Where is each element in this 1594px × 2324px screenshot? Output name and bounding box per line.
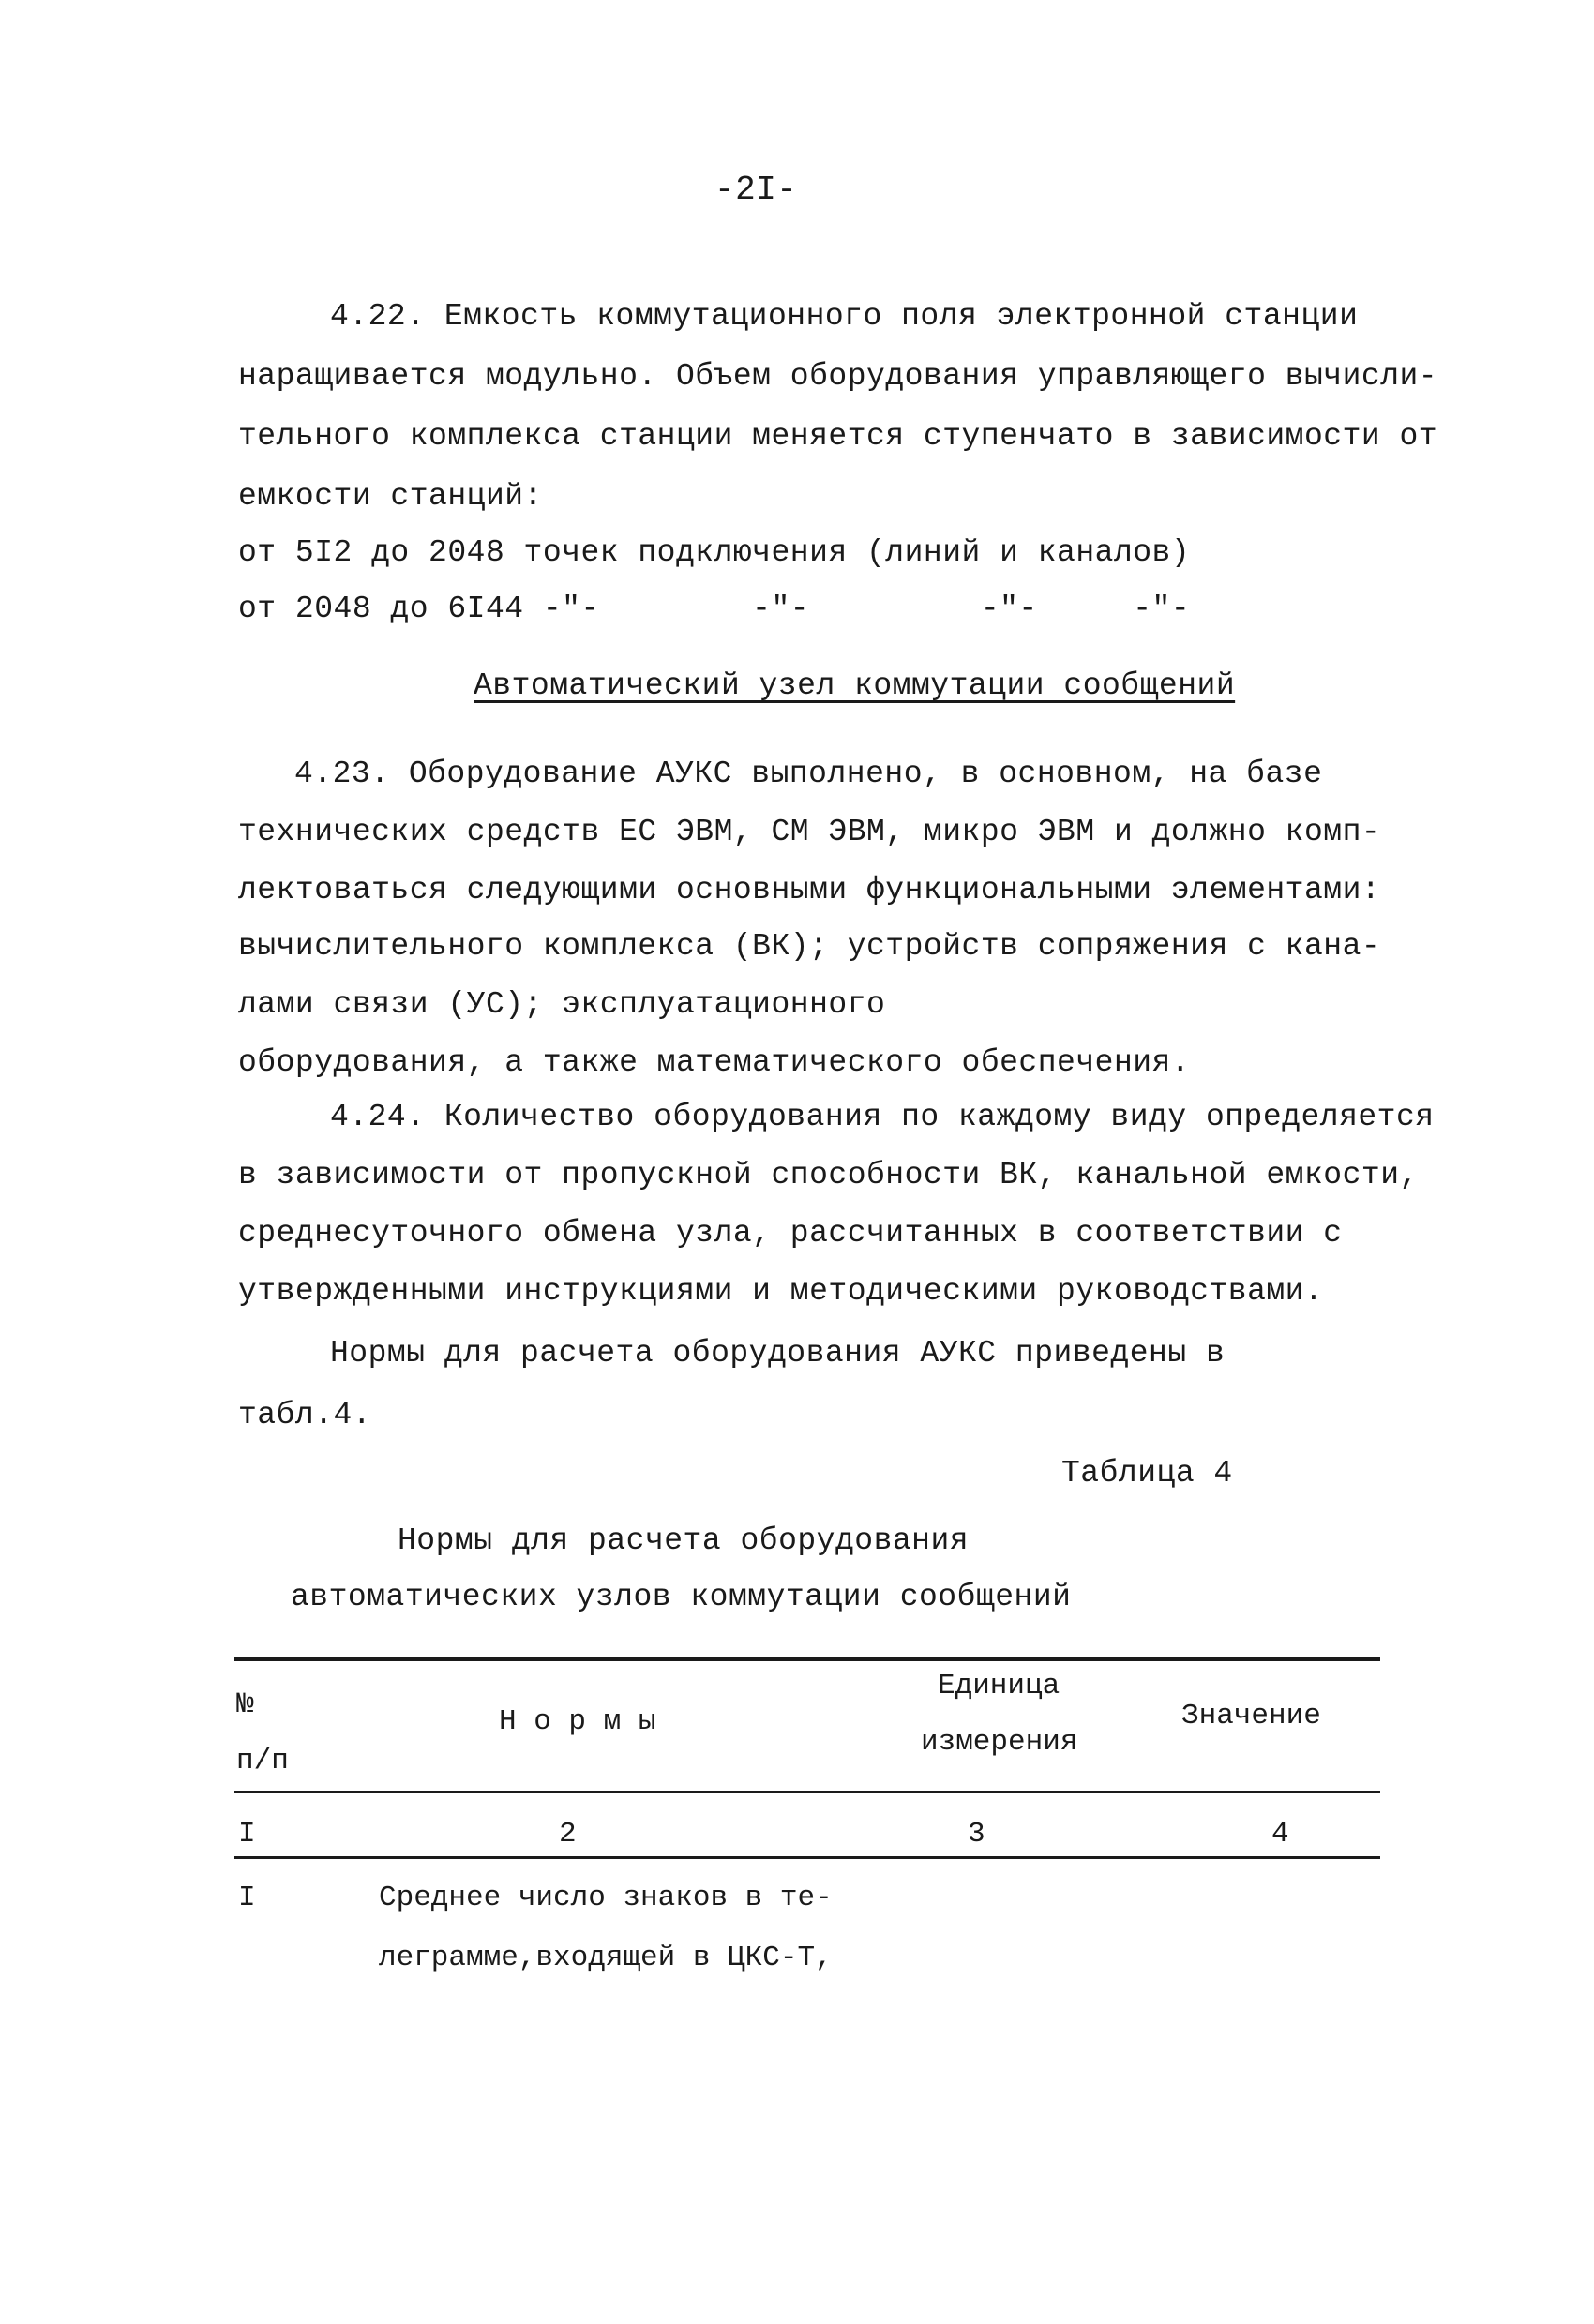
header-unit-line1: Единица [938, 1670, 1060, 1702]
paragraph-line: утвержденными инструкциями и методическими руководствами. [238, 1274, 1324, 1309]
column-number: 3 [968, 1818, 985, 1851]
paragraph-line: 4.23. Оборудование АУКС выполнено, в основном, на базе [294, 757, 1323, 791]
column-number: 4 [1271, 1818, 1289, 1851]
paragraph-line: табл.4. [238, 1398, 372, 1432]
paragraph-line: в зависимости от пропускной способности ВК, канальной емкости, [238, 1158, 1419, 1192]
page-number: -2I- [714, 171, 798, 209]
section-heading: Автоматический узел коммутации сообщений [474, 668, 1236, 703]
header-rule [234, 1791, 1380, 1793]
paragraph-line: 4.22. Емкость коммутационного поля электронной станции [330, 299, 1359, 334]
paragraph-line: лами связи (УС); эксплуатационного [238, 987, 886, 1022]
paragraph-line: от 2048 до 6I44 -"- -"- -"- -"- [238, 592, 1191, 626]
header-unit-line2: измерения [921, 1726, 1078, 1759]
table-label: Таблица 4 [1061, 1456, 1233, 1491]
header-norms: Н о р м ы [499, 1705, 656, 1738]
paragraph-line: вычислительного комплекса (ВК); устройств сопряжения с кана- [238, 929, 1381, 964]
paragraph-line: Нормы для расчета оборудования АУКС приведены в [330, 1336, 1226, 1371]
table-title-line: Нормы для расчета оборудования [398, 1523, 970, 1558]
row-norm-text: Среднее число знаков в те- [379, 1882, 833, 1914]
header-num-symbol: № [236, 1688, 254, 1721]
table-title-line: автоматических узлов коммутации сообщений [291, 1580, 1072, 1614]
paragraph-line: от 5I2 до 2048 точек подключения (линий и каналов) [238, 535, 1191, 570]
table-top-rule [234, 1657, 1380, 1661]
paragraph-line: 4.24. Количество оборудования по каждому виду определяется [330, 1100, 1435, 1134]
paragraph-line: среднесуточного обмена узла, рассчитанных в соответствии с [238, 1216, 1343, 1251]
column-number-rule [234, 1856, 1380, 1859]
row-number: I [238, 1882, 256, 1914]
header-num-label: п/п [236, 1745, 289, 1777]
paragraph-line: наращивается модульно. Объем оборудования управляющего вычисли- [238, 359, 1438, 394]
row-norm-text: леграмме,входящей в ЦКС-Т, [379, 1942, 833, 1974]
column-number: I [238, 1818, 256, 1851]
paragraph-line: тельного комплекса станции меняется ступенчато в зависимости от [238, 419, 1438, 454]
paragraph-line: технических средств ЕС ЭВМ, СМ ЭВМ, микро ЭВМ и должно комп- [238, 815, 1381, 849]
paragraph-line: лектоваться следующими основными функциональными элементами: [238, 873, 1381, 907]
column-number: 2 [559, 1818, 577, 1851]
paragraph-line: оборудования, а также математического обеспечения. [238, 1045, 1191, 1080]
paragraph-line: емкости станций: [238, 479, 543, 514]
header-value: Значение [1181, 1700, 1321, 1732]
